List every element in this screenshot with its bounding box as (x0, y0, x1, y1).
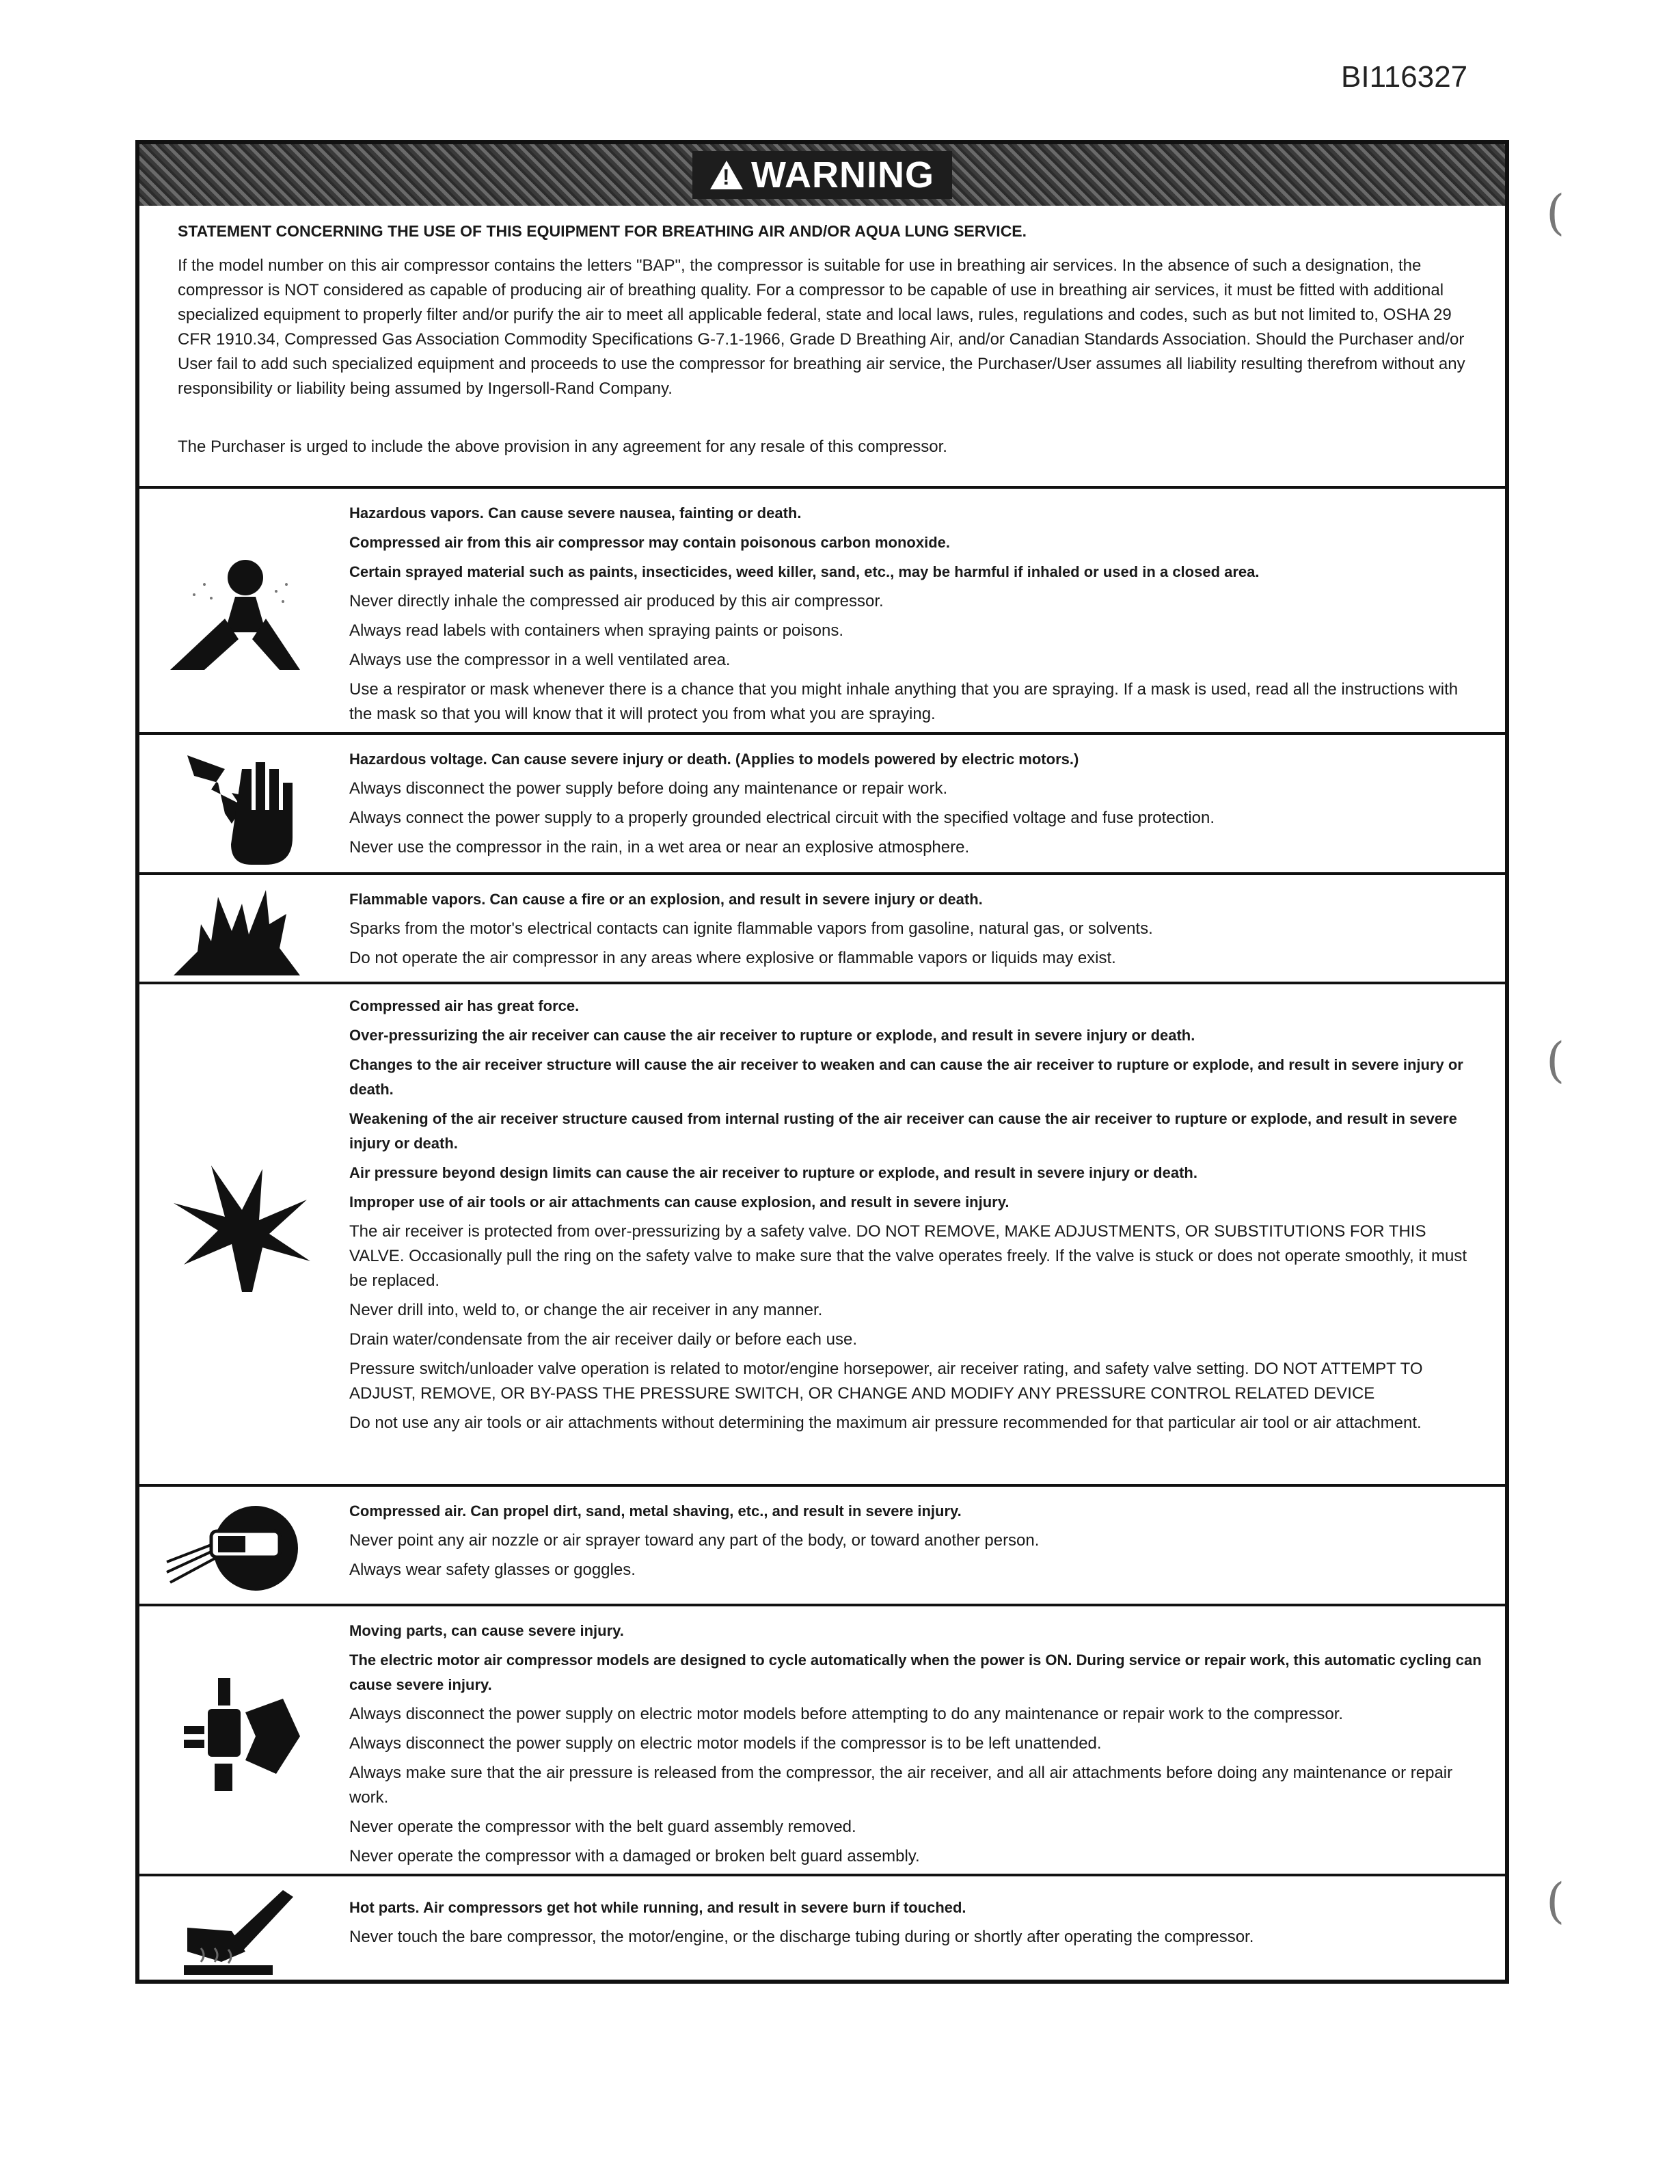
eye-protection-icon (163, 1497, 300, 1600)
hazard-line: Never touch the bare compressor, the motor/engine, or the discharge tubing during or shortly after operating the compressor. (349, 1928, 1254, 1946)
hazard-text (349, 887, 1484, 975)
warning-label (135, 140, 1509, 1984)
hazard-line: Do not use any air tools or air attachments without determining the maximum air pressure recommended for that particular air tool or air attachment. (349, 1414, 1422, 1432)
margin-mark: ( (1546, 1032, 1565, 1088)
hazard-section-flammable (139, 872, 1505, 982)
hazard-line: Over-pressurizing the air receiver can cause the air receiver to rupture or explode, and result in severe injury or death. (349, 1027, 1195, 1044)
document-id: BI116327 (1341, 60, 1468, 94)
warning-triangle-icon (710, 161, 743, 189)
margin-mark: ( (1546, 185, 1565, 241)
hazard-line: Compressed air. Can propel dirt, sand, metal shaving, etc., and result in severe injury. (349, 1502, 962, 1520)
hazard-line: Always connect the power supply to a properly grounded electrical circuit with the specified voltage and fuse protection. (349, 809, 1215, 827)
statement-heading: STATEMENT CONCERNING THE USE OF THIS EQUIPMENT FOR BREATHING AIR AND/OR AQUA LUNG SERVICE. (178, 222, 1027, 240)
hazard-section-hot-parts (139, 1874, 1505, 1980)
fire-icon (170, 883, 303, 979)
hazard-line: Always wear safety glasses or goggles. (349, 1561, 636, 1579)
electric-shock-icon (184, 749, 300, 865)
statement-paragraph: If the model number on this air compressor contains the letters "BAP", the compressor is suitable for use in breathing air services. In the absence of such a designation, the compressor is NOT considered as capable of producing air of breathing quality. For a compressor to be capable of use in breathing air services, it must be fitted with additional specialized equipment to properly filter and/or purify the air to meet all applicable federal, state and local laws, rules, regulations and codes, such as but not limited to, OSHA 29 CFR 1910.34, Compressed Gas Association Commodity Specifications G-7.1-1966, Grade D Breathing Air, and/or Canadian Standards Association. Should the Purchaser and/or User fail to add such specialized equipment and proceeds to use the compressor for breathing air service, the Purchaser/User assumes all liability resulting therefrom without any responsibility or liability being assumed by Ingersoll-Rand Company. (178, 256, 1465, 398)
margin-mark: ( (1546, 1873, 1565, 1929)
hazard-line: Air pressure beyond design limits can cause the air receiver to rupture or explode, and result in severe injury or death. (349, 1164, 1197, 1181)
banner-title: WARNING (751, 154, 934, 196)
moving-parts-icon (180, 1671, 303, 1794)
hazard-line: The air receiver is protected from over-pressurizing by a safety valve. DO NOT REMOVE, MAKE ADJUSTMENTS, OR SUBSTITUTIONS FOR THIS VALVE. Occasionally pull the ring on the safety valve to make sure that the valve operates freely. If the valve is stuck or does not operate smoothly, it must be replaced. (349, 1222, 1467, 1290)
hazard-line: Never operate the compressor with a damaged or broken belt guard assembly. (349, 1847, 920, 1865)
hazard-line: Always disconnect the power supply on electric motor models if the compressor is to be left unattended. (349, 1734, 1102, 1753)
hazard-line: Never use the compressor in the rain, in a wet area or near an explosive atmosphere. (349, 838, 970, 857)
hazard-line: Pressure switch/unloader valve operation is related to motor/engine horsepower, air receiver rating, and safety valve setting. DO NOT ATTEMPT TO ADJUST, REMOVE, OR BY-PASS THE PRESSURE SWITCH, OR CHANGE AND MODIFY ANY PRESSURE CONTROL RELATED DEVICE (349, 1360, 1423, 1403)
hazard-line: Hot parts. Air compressors get hot while running, and result in severe burn if touched. (349, 1899, 966, 1916)
hazard-text (349, 501, 1484, 731)
hazard-section-compressed-air (139, 982, 1505, 1484)
hazard-line: Never drill into, weld to, or change the air receiver in any manner. (349, 1301, 823, 1319)
hazard-line: Changes to the air receiver structure will cause the air receiver to weaken and can cause the air receiver to rupture or explode, and result in severe injury or death. (349, 1056, 1463, 1098)
hazard-line: Always use the compressor in a well ventilated area. (349, 651, 731, 669)
hazard-text (349, 1499, 1484, 1587)
hazard-line: Hazardous voltage. Can cause severe injury or death. (Applies to models powered by electric motors.) (349, 751, 1079, 768)
hazard-line: Do not operate the air compressor in any areas where explosive or flammable vapors or liquids may exist. (349, 949, 1116, 967)
hazard-text (349, 1619, 1484, 1874)
hazard-text (349, 1896, 1484, 1954)
hazard-line: Hazardous vapors. Can cause severe nausea, fainting or death. (349, 504, 802, 522)
hazard-line: Never operate the compressor with the belt guard assembly removed. (349, 1818, 856, 1836)
inhalation-hazard-icon (163, 557, 307, 673)
hazard-section-propel (139, 1484, 1505, 1604)
hazard-section-voltage (139, 732, 1505, 872)
hot-surface-icon (180, 1887, 303, 1979)
hazard-line: Compressed air has great force. (349, 997, 580, 1014)
hazard-line: Weakening of the air receiver structure caused from internal rusting of the air receiver can cause the air receiver to rupture or explode, and result in severe injury or death. (349, 1110, 1457, 1152)
hazard-section-vapors (139, 486, 1505, 732)
hazard-text (349, 747, 1484, 865)
hazard-line: Always disconnect the power supply before doing any maintenance or repair work. (349, 779, 948, 798)
hazard-section-moving-parts (139, 1604, 1505, 1874)
statement-paragraph: The Purchaser is urged to include the above provision in any agreement for any resale of this compressor. (178, 437, 947, 456)
hazard-line: Moving parts, can cause severe injury. (349, 1622, 624, 1639)
hazard-line: Never point any air nozzle or air sprayer toward any part of the body, or toward another person. (349, 1531, 1040, 1550)
hazard-line: Compressed air from this air compressor may contain poisonous carbon monoxide. (349, 534, 950, 551)
hazard-text (349, 994, 1484, 1440)
hazard-line: Never directly inhale the compressed air produced by this air compressor. (349, 592, 884, 610)
hazard-line: Improper use of air tools or air attachments can cause explosion, and result in severe injury. (349, 1194, 1010, 1211)
hazard-line: Always make sure that the air pressure is released from the compressor, the air receiver, and all air attachments before doing any maintenance or repair work. (349, 1764, 1453, 1807)
warning-banner (139, 144, 1505, 206)
hazard-line: Sparks from the motor's electrical contacts can ignite flammable vapors from gasoline, natural gas, or solvents. (349, 919, 1153, 938)
hazard-line: Drain water/condensate from the air receiver daily or before each use. (349, 1330, 858, 1349)
hazard-line: Flammable vapors. Can cause a fire or an explosion, and result in severe injury or death. (349, 891, 983, 908)
hazard-line: Always disconnect the power supply on electric motor models before attempting to do any maintenance or repair work to the compressor. (349, 1705, 1344, 1723)
hazard-line: The electric motor air compressor models are designed to cycle automatically when the power is ON. During service or repair work, this automatic cycling can cause severe injury. (349, 1652, 1482, 1693)
hazard-line: Always read labels with containers when spraying paints or poisons. (349, 621, 844, 640)
explosion-icon (170, 1162, 314, 1299)
hazard-line: Certain sprayed material such as paints, insecticides, weed killer, sand, etc., may be harmful if inhaled or used in a closed area. (349, 563, 1260, 580)
hazard-line: Use a respirator or mask whenever there is a chance that you might inhale anything that you are spraying. If a mask is used, read all the instructions with the mask so that you will know that it will protect you from what you are spraying. (349, 680, 1459, 723)
